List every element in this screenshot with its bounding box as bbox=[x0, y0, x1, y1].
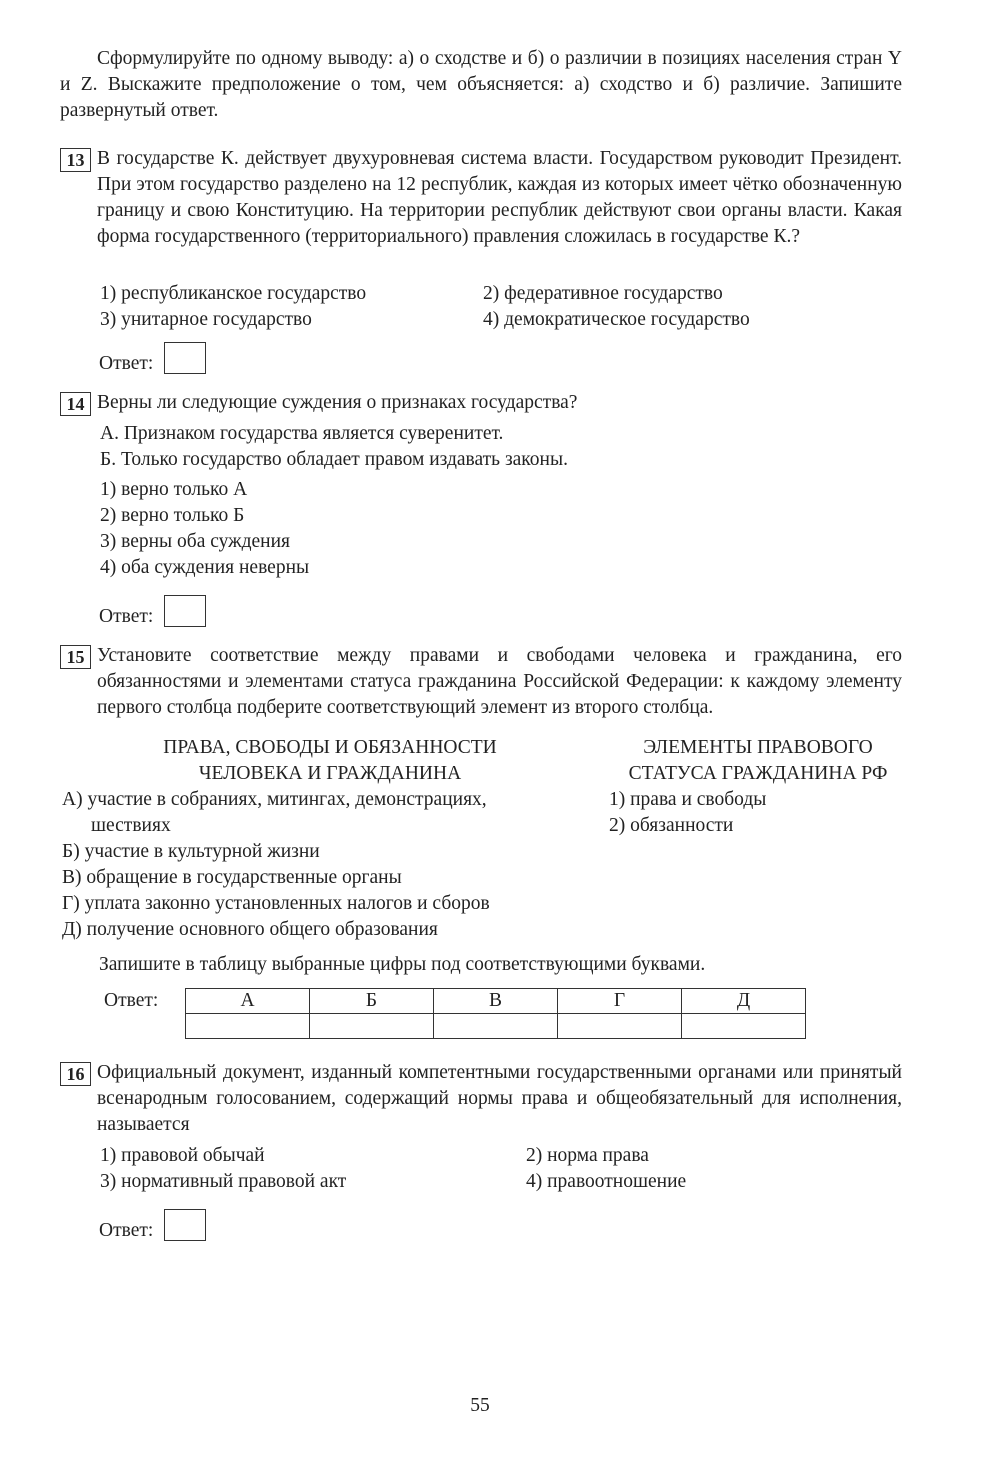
q15-answer-table bbox=[185, 988, 806, 1039]
q13-answer-label: Ответ: bbox=[99, 353, 154, 374]
page-number: 55 bbox=[470, 1395, 490, 1416]
q15-left-header-line-2: ЧЕЛОВЕКА И ГРАЖДАНИНА bbox=[198, 763, 462, 784]
q15-answer-label: Ответ: bbox=[104, 990, 159, 1011]
intro-paragraph: Сформулируйте по одному выводу: а) о сходстве и б) о различии в позициях населения стран Y и Z. Выскажите предположение о том, чем объясняется: а) сходство и б) различие. Запишите развернутый ответ. bbox=[60, 48, 902, 121]
q14-answer-box[interactable] bbox=[164, 595, 206, 627]
q15-right-item-2: 2) обязанности bbox=[609, 815, 734, 836]
answer-cell-a[interactable] bbox=[186, 1014, 310, 1039]
q15-right-header-line-1: ЭЛЕМЕНТЫ ПРАВОВОГО bbox=[643, 737, 873, 758]
q14-answer-label: Ответ: bbox=[99, 606, 154, 627]
q15-instruction: Запишите в таблицу выбранные цифры под соответствующими буквами. bbox=[99, 954, 706, 975]
q14-option-2: 2) верно только Б bbox=[100, 505, 245, 526]
answer-cell-d[interactable] bbox=[682, 1014, 806, 1039]
q14-statement-b: Б. Только государство обладает правом издавать законы. bbox=[100, 449, 568, 470]
q16-option-3: 3) нормативный правовой акт bbox=[100, 1171, 347, 1192]
question-14-text: Верны ли следующие суждения о признаках государства? bbox=[97, 392, 578, 413]
q13-answer-box[interactable] bbox=[164, 342, 206, 374]
q15-left-item-a: А) участие в собраниях, митингах, демонстрациях, bbox=[62, 789, 487, 810]
question-14-number: 14 bbox=[60, 392, 91, 416]
answer-table-input-row bbox=[186, 1014, 806, 1039]
answer-table-header-a: А bbox=[186, 989, 310, 1014]
q14-option-1: 1) верно только А bbox=[100, 479, 248, 500]
q15-left-item-g: Г) уплата законно установленных налогов и сборов bbox=[62, 893, 490, 914]
q15-left-item-a-cont: шествиях bbox=[91, 815, 171, 836]
question-13-number: 13 bbox=[60, 148, 91, 172]
q15-left-item-b: Б) участие в культурной жизни bbox=[62, 841, 320, 862]
q15-right-item-1: 1) права и свободы bbox=[609, 789, 767, 810]
answer-table-header-b: Б bbox=[310, 989, 434, 1014]
question-16-number: 16 bbox=[60, 1062, 91, 1086]
q16-option-4: 4) правоотношение bbox=[526, 1171, 687, 1192]
q13-option-1: 1) республиканское государство bbox=[100, 283, 367, 304]
q13-option-2: 2) федеративное государство bbox=[483, 283, 723, 304]
answer-table-header-d: Д bbox=[682, 989, 806, 1014]
answer-cell-v[interactable] bbox=[434, 1014, 558, 1039]
q16-option-1: 1) правовой обычай bbox=[100, 1145, 265, 1166]
answer-table-header-v: В bbox=[434, 989, 558, 1014]
q15-left-item-v: В) обращение в государственные органы bbox=[62, 867, 402, 888]
answer-cell-b[interactable] bbox=[310, 1014, 434, 1039]
q14-option-4: 4) оба суждения неверны bbox=[100, 557, 310, 578]
question-15-text: Установите соответствие между правами и свободами человека и гражданина, его обязанностями и элементами статуса гражданина Российской Федерации: к каждому элементу первого столбца подберите соответствующий элемент из второго столбца. bbox=[97, 645, 902, 718]
answer-cell-g[interactable] bbox=[558, 1014, 682, 1039]
q13-option-4: 4) демократическое государство bbox=[483, 309, 750, 330]
q14-statement-a: А. Признаком государства является суверенитет. bbox=[100, 423, 504, 444]
q15-left-item-d: Д) получение основного общего образования bbox=[62, 919, 438, 940]
q16-option-2: 2) норма права bbox=[526, 1145, 649, 1166]
q16-answer-label: Ответ: bbox=[99, 1220, 154, 1241]
q15-right-header-line-2: СТАТУСА ГРАЖДАНИНА РФ bbox=[628, 763, 888, 784]
q15-left-header-line-1: ПРАВА, СВОБОДЫ И ОБЯЗАННОСТИ bbox=[163, 737, 497, 758]
question-13-text: В государстве К. действует двухуровневая система власти. Государством руководит Президент. При этом государство разделено на 12 республик, каждая из которых имеет чётко обозначенную границу и свою Конституцию. На территории республик действуют свои органы власти. Какая форма государственного (территориального) правления сложилась в государстве К.? bbox=[97, 148, 902, 247]
answer-table-header-g: Г bbox=[558, 989, 682, 1014]
q14-option-3: 3) верны оба суждения bbox=[100, 531, 291, 552]
question-15-number: 15 bbox=[60, 645, 91, 669]
q13-option-3: 3) унитарное государство bbox=[100, 309, 312, 330]
answer-table-header-row bbox=[186, 989, 806, 1014]
question-16-text: Официальный документ, изданный компетентными государственными органами или принятый всенародным голосованием, содержащий нормы права и общеобязательный для исполнения, называется bbox=[97, 1062, 902, 1135]
q16-answer-box[interactable] bbox=[164, 1209, 206, 1241]
